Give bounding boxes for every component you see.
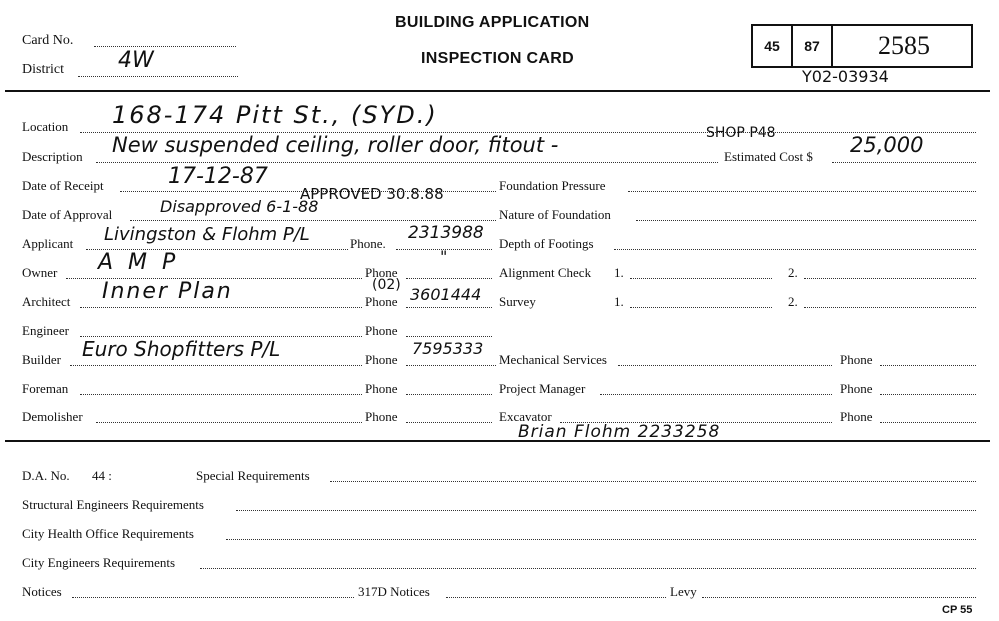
owner-phone-line[interactable] [406,278,492,279]
date-approval-label: Date of Approval [22,207,113,222]
survey-1-line[interactable] [630,307,772,308]
description-label: Description [22,149,83,164]
owner-phone-label: Phone [365,265,398,280]
alignment-check-1-label: 1. [614,265,624,280]
nature-of-foundation-label: Nature of Foundation [499,207,611,222]
engineer-phone-label: Phone [365,323,398,338]
builder-phone: 7595333 [412,339,484,358]
project-manager-line[interactable] [600,394,832,395]
location-value: 168-174 Pitt St., (SYD.) [112,101,438,129]
date-approval-line[interactable] [130,220,496,221]
structural-engineers-line[interactable] [236,510,976,511]
foundation-pressure-label: Foundation Pressure [499,178,606,193]
depth-of-footings-line[interactable] [614,249,976,250]
card-number-box [751,24,973,68]
main-divider [5,440,990,442]
district-line[interactable] [78,76,238,77]
notices-317d-line[interactable] [446,597,666,598]
foreman-line[interactable] [80,394,362,395]
estimated-cost-label: Estimated Cost $ [724,149,813,164]
header-divider [5,90,990,92]
foreman-phone-line[interactable] [406,394,492,395]
project-manager-phone-line[interactable] [880,394,976,395]
excavator-label: Excavator [499,409,552,424]
shop-note: SHOP P48 [706,125,776,141]
levy-label: Levy [670,584,697,599]
notices-317d-label: 317D Notices [358,584,430,599]
special-requirements-label: Special Requirements [196,468,310,483]
builder-value: Euro Shopfitters P/L [82,337,281,361]
notices-line[interactable] [72,597,354,598]
title-line1: BUILDING APPLICATION [395,14,590,31]
survey-2-line[interactable] [804,307,976,308]
card-no-label: Card No. [22,33,74,48]
architect-value: Inner Plan [102,279,233,304]
depth-of-footings-label: Depth of Footings [499,236,594,251]
card-number: 2585 [878,31,930,60]
architect-phone-line[interactable] [406,307,492,308]
owner-phone: " [440,247,448,266]
nature-of-foundation-line[interactable] [636,220,976,221]
city-health-line[interactable] [226,539,976,540]
demolisher-phone-line[interactable] [406,422,492,423]
applicant-value: Livingston & Flohm P/L [104,224,310,245]
special-requirements-line[interactable] [330,481,976,482]
city-engineers-label: City Engineers Requirements [22,555,176,570]
card-no-line[interactable] [94,46,236,47]
alignment-check-2-line[interactable] [804,278,976,279]
levy-line[interactable] [702,597,976,598]
survey-2-label: 2. [788,294,798,309]
structural-engineers-label: Structural Engineers Requirements [22,497,204,512]
builder-line[interactable] [70,365,362,366]
owner-value: A M P [98,250,180,275]
architect-phone-prefix: (02) [372,277,401,293]
architect-phone-label: Phone [365,294,398,309]
foreman-phone-label: Phone [365,381,398,396]
architect-line[interactable] [80,307,362,308]
mechanical-services-phone-label: Phone [840,352,873,367]
notices-label: Notices [22,584,62,599]
builder-phone-label: Phone [365,352,398,367]
demolisher-label: Demolisher [22,409,83,424]
date-approval-value: Disapproved 6-1-88 [160,197,319,216]
owner-label: Owner [22,265,58,280]
foreman-label: Foreman [22,381,69,396]
description-value: New suspended ceiling, roller door, fitout - [112,133,559,157]
mechanical-services-phone-line[interactable] [880,365,976,366]
date-receipt-label: Date of Receipt [22,178,104,193]
project-manager-label: Project Manager [499,381,586,396]
mechanical-services-label: Mechanical Services [499,352,607,367]
approved-note: APPROVED 30.8.88 [300,185,444,203]
foundation-pressure-line[interactable] [628,191,976,192]
architect-label: Architect [22,294,71,309]
alignment-check-1-line[interactable] [630,278,772,279]
title-line2: INSPECTION CARD [421,50,574,67]
description-line[interactable] [96,162,718,163]
architect-phone: 3601444 [410,285,482,304]
project-manager-phone-label: Phone [840,381,873,396]
reference-number: Y02-03934 [802,67,889,86]
da-no-value: 44 : [92,468,112,483]
excavator-phone-label: Phone [840,409,873,424]
form-code: CP 55 [942,604,973,616]
alignment-check-2-label: 2. [788,265,798,280]
district-value: 4W [118,48,154,73]
alignment-check-label: Alignment Check [499,265,592,280]
city-engineers-line[interactable] [200,568,976,569]
engineer-label: Engineer [22,323,69,338]
applicant-label: Applicant [22,236,74,251]
da-no-label: D.A. No. [22,468,70,483]
estimated-cost-value: 25,000 [850,133,924,157]
survey-label: Survey [499,294,536,309]
mechanical-services-line[interactable] [618,365,832,366]
date-receipt-value: 17-12-87 [168,164,268,189]
code-cell-2: 87 [793,26,833,66]
excavator-phone-line[interactable] [880,422,976,423]
survey-1-label: 1. [614,294,624,309]
estimated-cost-line[interactable] [832,162,976,163]
district-label: District [22,62,64,77]
city-health-label: City Health Office Requirements [22,526,194,541]
excavator-value: Brian Flohm 2233258 [518,422,721,442]
applicant-phone: 2313988 [408,223,484,243]
demolisher-phone-label: Phone [365,409,398,424]
applicant-phone-label: Phone. [350,236,386,251]
builder-label: Builder [22,352,61,367]
demolisher-line[interactable] [96,422,362,423]
builder-phone-line[interactable] [406,365,496,366]
engineer-phone-line[interactable] [406,336,492,337]
code-cell-1: 45 [753,26,793,66]
location-label: Location [22,119,69,134]
